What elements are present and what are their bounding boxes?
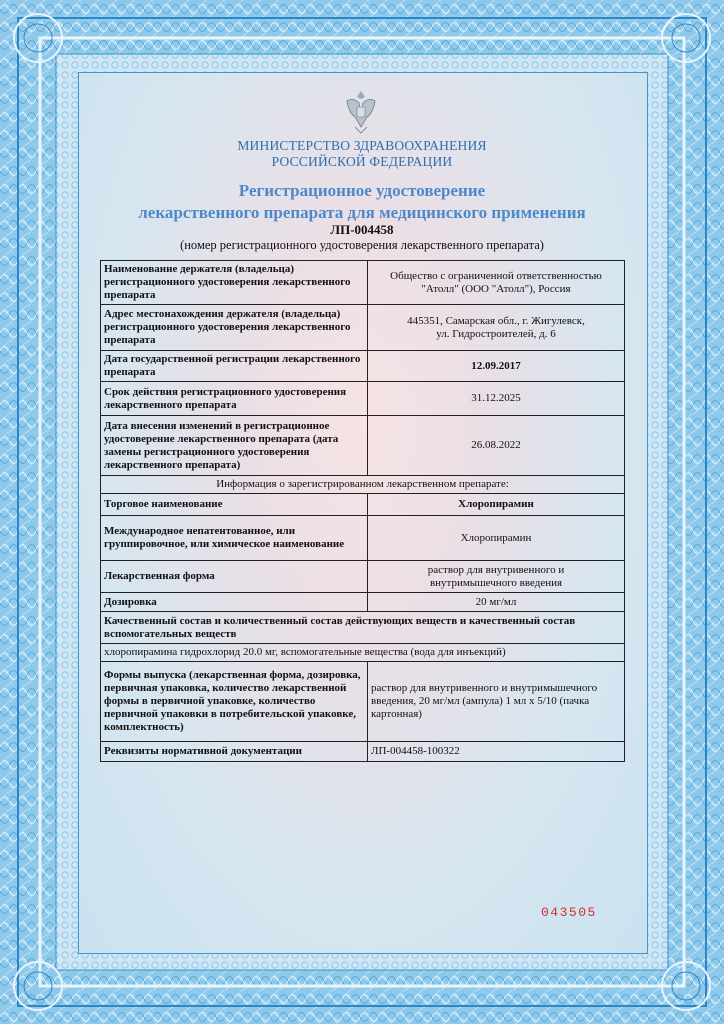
normative-docs-label: Реквизиты нормативной документации	[101, 742, 368, 762]
document-title-line2: лекарственного препарата для медицинского применения	[138, 203, 586, 222]
dosage-form-line2: внутримышечного введения	[429, 576, 563, 589]
table-row	[101, 351, 625, 382]
table-row	[101, 593, 625, 612]
dosage-label: Дозировка	[101, 593, 368, 612]
inn-label: Международное непатентованное, или группировочное, или химическое наименование	[101, 516, 368, 561]
dosage-form-line1: раствор для внутривенного и	[427, 563, 565, 576]
change-date-value: 26.08.2022	[368, 416, 625, 476]
dosage-form-value	[368, 561, 625, 593]
inn-value: Хлоропирамин	[368, 516, 625, 561]
document-title-line1: Регистрационное удостоверение	[238, 181, 486, 200]
validity-value: 31.12.2025	[368, 382, 625, 416]
table-row	[101, 644, 625, 662]
composition-header: Качественный состав и количественный состав действующих веществ и качественный состав вспомогательных веществ	[101, 612, 625, 644]
table-row	[101, 494, 625, 516]
drug-section-header: Информация о зарегистрированном лекарственном препарате:	[101, 476, 625, 494]
table-row	[101, 476, 625, 494]
holder-name-label: Наименование держателя (владельца) регистрационного удостоверения лекарственного препарата	[101, 261, 368, 305]
address-line1: 445351, Самарская обл., г. Жигулевск,	[407, 314, 585, 327]
dosage-value: 20 мг/мл	[368, 593, 625, 612]
coat-of-arms-icon	[341, 87, 381, 135]
holder-address-label: Адрес местонахождения держателя (владельца) регистрационного удостоверения лекарственного препарата	[101, 305, 368, 351]
validity-label: Срок действия регистрационного удостоверения лекарственного препарата	[101, 382, 368, 416]
certificate-table	[100, 260, 625, 762]
table-row	[101, 416, 625, 476]
release-forms-label: Формы выпуска (лекарственная форма, дозировка, первичная упаковка, количество лекарственной формы в первичной упаковке, количество первичной упаковки в потребительской упаковке, комплектность)	[101, 662, 368, 742]
table-row	[101, 516, 625, 561]
ministry-name-line1: МИНИСТЕРСТВО ЗДРАВООХРАНЕНИЯ	[237, 138, 487, 153]
change-date-label: Дата внесения изменений в регистрационное удостоверение лекарственного препарата (дата замены регистрационного удостоверения лекарственного препарата)	[101, 416, 368, 476]
registration-number-caption: (номер регистрационного удостоверения лекарственного препарата)	[180, 238, 544, 252]
normative-docs-value: ЛП-004458-100322	[368, 742, 625, 762]
table-row	[101, 382, 625, 416]
ministry-name-line2: РОССИЙСКОЙ ФЕДЕРАЦИИ	[271, 154, 453, 169]
table-row	[101, 662, 625, 742]
dosage-form-label: Лекарственная форма	[101, 561, 368, 593]
composition-value: хлоропирамина гидрохлорид 20.0 мг, вспомогательные вещества (вода для инъекций)	[101, 644, 625, 662]
registration-date-value: 12.09.2017	[368, 351, 625, 382]
table-row	[101, 561, 625, 593]
holder-address-value	[368, 305, 625, 351]
table-row	[101, 305, 625, 351]
release-forms-value: раствор для внутривенного и внутримышечного введения, 20 мг/мл (ампула) 1 мл х 5/10 (пачка картонная)	[368, 662, 625, 742]
table-row	[101, 612, 625, 644]
trade-name-value: Хлоропирамин	[368, 494, 625, 516]
registration-number: ЛП-004458	[330, 222, 394, 237]
table-row	[101, 742, 625, 762]
registration-date-label: Дата государственной регистрации лекарственного препарата	[101, 351, 368, 382]
trade-name-label: Торговое наименование	[101, 494, 368, 516]
serial-number: 043505	[541, 905, 597, 920]
address-line2: ул. Гидростроителей, д. 6	[436, 327, 556, 340]
holder-name-value: Общество с ограниченной ответственностью "Атолл" (ООО "Атолл"), Россия	[368, 261, 625, 305]
table-row	[101, 261, 625, 305]
